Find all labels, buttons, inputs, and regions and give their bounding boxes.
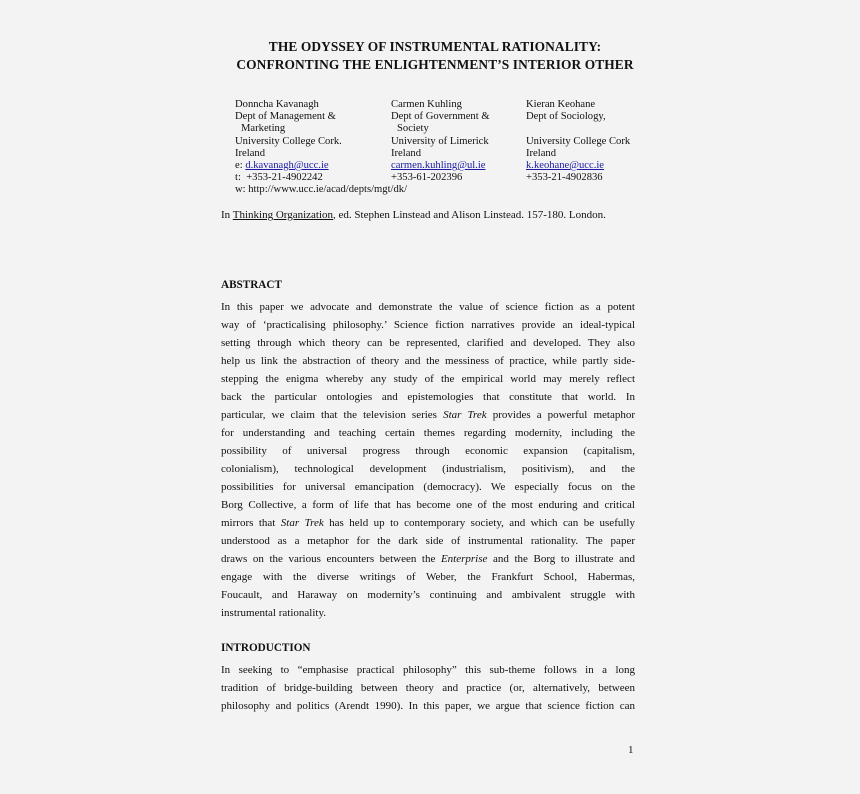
citation-prefix: In bbox=[221, 209, 231, 221]
abstract-line: Borg Collective, a form of life that has become one of the most enduring and critical bbox=[221, 499, 635, 511]
author-email-link[interactable]: carmen.kuhling@ul.ie bbox=[391, 160, 486, 172]
page-number: 1 bbox=[628, 744, 634, 756]
title-line-2: CONFRONTING THE ENLIGHTENMENT’S INTERIOR OTHER bbox=[236, 57, 634, 72]
abstract-line: In this paper we advocate and demonstrate the value of science fiction as a potent bbox=[221, 301, 635, 313]
author-phone: +353-21-4902836 bbox=[526, 172, 603, 184]
author-phone: +353-61-202396 bbox=[391, 172, 463, 184]
introduction-heading: INTRODUCTION bbox=[221, 642, 311, 654]
abstract-line: understood as a metaphor for the dark side of instrumental rationality. The paper bbox=[221, 535, 635, 547]
author-email-link[interactable]: k.keohane@ucc.ie bbox=[526, 160, 604, 172]
citation-line bbox=[221, 209, 606, 221]
author-dept: Dept of Government & bbox=[391, 111, 490, 123]
italic-title: Star Trek bbox=[443, 409, 487, 421]
abstract-line: way of ‘practicalising philosophy.’ Science fiction narratives provide an ideal-typical bbox=[221, 319, 635, 331]
abstract-line: Foucault, and Haraway on modernity’s continuing and ambivalent struggle with bbox=[221, 589, 635, 601]
author-dept: Dept of Management & bbox=[235, 111, 336, 123]
author-email-row bbox=[526, 160, 676, 172]
author-institution: University College Cork. bbox=[235, 135, 342, 147]
author-country: Ireland bbox=[526, 147, 556, 159]
author-kavanagh bbox=[235, 99, 385, 184]
website-line: w: http://www.ucc.ie/acad/depts/mgt/dk/ bbox=[235, 184, 408, 195]
italic-title: Star Trek bbox=[280, 517, 324, 529]
author-country: Ireland bbox=[235, 147, 265, 159]
abstract-line: draws on the various encounters between the Enterprise and the Borg to illustrate and bbox=[221, 553, 635, 565]
abstract-line: instrumental rationality. bbox=[221, 607, 326, 619]
author-email-link[interactable]: d.kavanagh@ucc.ie bbox=[245, 160, 329, 172]
abstract-line: engage with the diverse writings of Weber, the Frankfurt School, Habermas, bbox=[221, 571, 635, 583]
abstract-body bbox=[221, 298, 635, 622]
italic-title: Enterprise bbox=[440, 553, 488, 565]
author-institution: University College Cork bbox=[526, 135, 631, 147]
author-email-row bbox=[235, 160, 385, 172]
phone-prefix: t: bbox=[235, 172, 241, 184]
abstract-line: colonialism), technological development (industrialism, positivism), and the bbox=[221, 463, 635, 475]
introduction-line: tradition of bridge-building between theory and practice (or, alternatively, between bbox=[221, 682, 635, 694]
author-phone-row bbox=[235, 172, 385, 184]
author-dept-cont: Marketing bbox=[241, 123, 286, 135]
abstract-heading: ABSTRACT bbox=[221, 279, 282, 291]
author-dept-cont: Society bbox=[397, 123, 429, 135]
abstract-line: possibilities for universal emancipation (democracy). We especially focus on the bbox=[221, 481, 635, 493]
email-prefix: e: bbox=[235, 160, 243, 172]
author-email-row bbox=[391, 160, 541, 172]
author-name: Donncha Kavanagh bbox=[235, 99, 319, 110]
author-institution: University of Limerick bbox=[391, 135, 489, 147]
author-keohane bbox=[526, 99, 676, 184]
paper-title bbox=[200, 38, 670, 74]
abstract-line: setting through which theory can be represented, clarified and developed. They also bbox=[221, 337, 635, 349]
citation-book-title: Thinking Organization bbox=[232, 209, 334, 221]
abstract-line: possibility of universal progress through economic expansion (capitalism, bbox=[221, 445, 635, 457]
introduction-body bbox=[221, 661, 635, 715]
author-country: Ireland bbox=[391, 147, 421, 159]
author-dept-spacer bbox=[526, 123, 676, 135]
title-line-1: THE ODYSSEY OF INSTRUMENTAL RATIONALITY: bbox=[268, 39, 602, 54]
abstract-line: stepping the enigma whereby any study of the empirical world may merely reflect bbox=[221, 373, 635, 385]
author-kuhling bbox=[391, 99, 541, 184]
author-dept: Dept of Sociology, bbox=[526, 111, 606, 123]
introduction-line: philosophy and politics (Arendt 1990). In this paper, we argue that science fiction can bbox=[221, 700, 635, 712]
abstract-line: particular, we claim that the television series Star Trek provides a powerful metaphor bbox=[221, 409, 635, 421]
abstract-line: for understanding and teaching certain themes regarding modernity, including the bbox=[221, 427, 635, 439]
citation-details: , ed. Stephen Linstead and Alison Linstead. 157-180. London. bbox=[333, 209, 606, 221]
abstract-line: back the particular ontologies and epistemologies that constitute that world. In bbox=[221, 391, 635, 403]
abstract-line: mirrors that Star Trek has held up to contemporary society, and which can be usefully bbox=[221, 517, 635, 529]
abstract-line: help us link the abstraction of theory and the messiness of practice, while partly side- bbox=[221, 355, 635, 367]
author-name: Carmen Kuhling bbox=[391, 99, 462, 110]
author-phone: +353-21-4902242 bbox=[246, 172, 323, 184]
author-name: Kieran Keohane bbox=[526, 99, 596, 110]
introduction-line: In seeking to “emphasise practical philosophy” this sub-theme follows in a long bbox=[221, 664, 635, 676]
